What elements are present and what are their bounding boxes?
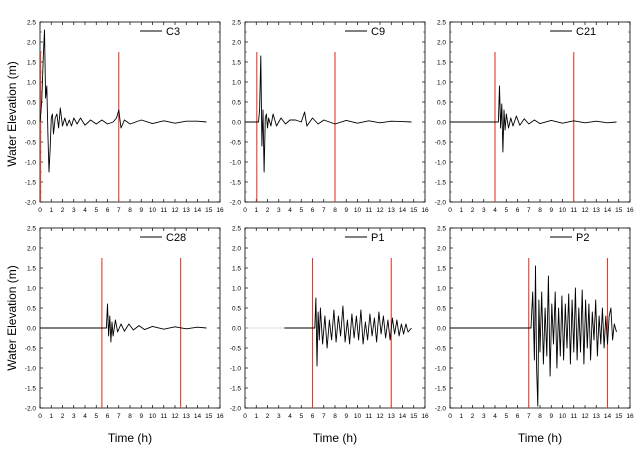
x-tick-label: 7 — [526, 413, 531, 420]
legend-label: C9 — [371, 26, 386, 38]
x-tick-label: 2 — [60, 207, 65, 214]
y-tick-label: -2.0 — [24, 405, 36, 413]
y-tick-label: 0.0 — [231, 325, 241, 333]
legend-label: P1 — [371, 232, 385, 244]
y-tick-label: 1.5 — [436, 59, 446, 67]
x-tick-label: 12 — [581, 413, 589, 420]
x-tick-label: 6 — [515, 207, 520, 214]
y-tick-label: 0.0 — [436, 325, 446, 333]
y-tick-label: 0.0 — [231, 119, 241, 127]
x-tick-label: 16 — [216, 413, 224, 420]
x-tick-label: 5 — [94, 207, 99, 214]
y-tick-label: 2.0 — [231, 245, 241, 253]
x-tick-label: 7 — [116, 413, 121, 420]
y-tick-label: -0.5 — [434, 345, 446, 353]
x-tick-label: 12 — [376, 413, 384, 420]
y-tick-label: 0.5 — [231, 305, 241, 313]
x-tick-label: 14 — [193, 413, 202, 420]
y-tick-label: 2.0 — [436, 39, 446, 47]
x-tick-label: 15 — [410, 207, 418, 214]
x-tick-label: 9 — [549, 207, 554, 214]
x-tick-label: 10 — [148, 413, 157, 420]
x-tick-label: 11 — [365, 207, 373, 214]
x-tick-label: 15 — [205, 207, 213, 214]
x-tick-label: 0 — [38, 413, 42, 420]
x-tick-label: 5 — [299, 207, 304, 214]
y-tick-label: -1.5 — [434, 179, 446, 187]
x-tick-label: 16 — [216, 207, 224, 214]
plot-frame — [40, 228, 220, 408]
x-tick-label: 4 — [288, 207, 292, 214]
y-tick-label: 0.0 — [26, 325, 36, 333]
x-tick-label: 0 — [243, 413, 247, 420]
y-tick-label: -0.5 — [24, 139, 36, 147]
y-tick-label: -0.5 — [229, 345, 241, 353]
x-tick-label: 5 — [504, 413, 509, 420]
y-tick-label: 1.5 — [436, 265, 446, 273]
x-tick-label: 10 — [558, 413, 567, 420]
panel-p2 — [435, 226, 634, 421]
series-line-c3 — [40, 30, 207, 172]
y-tick-label: 1.0 — [436, 285, 446, 293]
y-tick-label: 1.0 — [231, 285, 241, 293]
x-tick-label: 4 — [493, 413, 497, 420]
x-tick-label: 3 — [71, 413, 76, 420]
x-tick-label: 13 — [387, 207, 395, 214]
y-tick-label: 2.0 — [436, 245, 446, 253]
x-tick-label: 10 — [148, 207, 157, 214]
y-tick-label: 2.5 — [26, 19, 36, 27]
x-tick-label: 8 — [538, 207, 542, 214]
x-tick-label: 3 — [276, 413, 281, 420]
x-tick-label: 4 — [83, 413, 87, 420]
y-tick-label: 1.0 — [26, 79, 36, 87]
x-tick-label: 5 — [504, 207, 509, 214]
x-tick-label: 2 — [265, 413, 270, 420]
x-tick-label: 11 — [365, 413, 373, 420]
x-tick-label: 12 — [171, 207, 179, 214]
x-tick-label: 1 — [254, 207, 259, 214]
x-tick-label: 9 — [139, 413, 144, 420]
x-tick-label: 6 — [105, 207, 110, 214]
x-tick-label: 7 — [321, 413, 326, 420]
y-tick-label: -2.0 — [434, 405, 446, 413]
x-tick-label: 6 — [310, 207, 315, 214]
x-tick-label: 8 — [128, 413, 132, 420]
x-tick-label: 7 — [321, 207, 326, 214]
x-tick-label: 11 — [570, 207, 578, 214]
y-tick-label: -2.0 — [24, 199, 36, 207]
x-tick-label: 12 — [171, 413, 179, 420]
x-tick-label: 8 — [333, 413, 337, 420]
x-tick-label: 9 — [344, 207, 349, 214]
y-tick-label: -1.0 — [434, 159, 446, 167]
x-tick-label: 9 — [549, 413, 554, 420]
plot-frame — [245, 228, 425, 408]
y-tick-label: 0.0 — [436, 119, 446, 127]
y-tick-label: -1.5 — [24, 385, 36, 393]
y-tick-label: 2.5 — [231, 19, 241, 27]
x-tick-label: 4 — [83, 207, 87, 214]
y-tick-label: 2.5 — [26, 225, 36, 233]
x-tick-label: 7 — [116, 207, 121, 214]
x-tick-label: 8 — [333, 207, 337, 214]
x-tick-label: 0 — [38, 207, 42, 214]
x-tick-label: 1 — [49, 207, 54, 214]
panel-c9 — [230, 20, 429, 215]
x-tick-label: 6 — [310, 413, 315, 420]
x-tick-label: 4 — [493, 207, 497, 214]
y-tick-label: -1.0 — [229, 365, 241, 373]
y-tick-label: 1.0 — [231, 79, 241, 87]
x-tick-label: 4 — [288, 413, 292, 420]
x-tick-label: 3 — [276, 207, 281, 214]
y-tick-label: 1.5 — [26, 59, 36, 67]
y-tick-label: 0.5 — [436, 99, 446, 107]
x-axis-label-3: Time (h) — [517, 431, 563, 445]
legend-label: C3 — [166, 26, 181, 38]
y-tick-label: 2.0 — [26, 39, 36, 47]
x-axis-label-2: Time (h) — [312, 431, 358, 445]
series-line-c9 — [245, 56, 412, 172]
y-axis-label-top: Water Elevation (m) — [5, 61, 19, 167]
x-tick-label: 3 — [71, 207, 76, 214]
panel-p1 — [230, 226, 429, 421]
x-tick-label: 2 — [470, 207, 475, 214]
x-tick-label: 15 — [205, 413, 213, 420]
x-tick-label: 13 — [387, 413, 395, 420]
x-tick-label: 14 — [603, 413, 612, 420]
plot-frame — [40, 22, 220, 202]
panels-group — [25, 20, 634, 421]
plot-frame — [450, 22, 630, 202]
y-tick-label: -0.5 — [229, 139, 241, 147]
x-tick-label: 14 — [603, 207, 612, 214]
y-tick-label: -2.0 — [229, 405, 241, 413]
legend-label: C28 — [166, 232, 187, 244]
x-tick-label: 10 — [353, 207, 362, 214]
series-line-c21 — [450, 86, 617, 152]
y-tick-label: 1.0 — [26, 285, 36, 293]
x-tick-label: 11 — [160, 207, 168, 214]
x-tick-label: 1 — [49, 413, 54, 420]
x-tick-label: 16 — [626, 207, 634, 214]
x-tick-label: 5 — [94, 413, 99, 420]
series-line-p1 — [284, 298, 411, 366]
x-tick-label: 7 — [526, 207, 531, 214]
x-tick-label: 0 — [448, 207, 452, 214]
x-tick-label: 16 — [626, 413, 634, 420]
x-tick-label: 8 — [538, 413, 542, 420]
x-tick-label: 9 — [344, 413, 349, 420]
legend-label: P2 — [576, 232, 590, 244]
y-tick-label: -1.0 — [24, 365, 36, 373]
x-tick-label: 15 — [615, 207, 623, 214]
x-tick-label: 13 — [182, 207, 190, 214]
y-tick-label: -1.5 — [229, 385, 241, 393]
y-tick-label: 0.5 — [26, 305, 36, 313]
series-line-p2 — [450, 266, 617, 406]
y-tick-label: -1.0 — [229, 159, 241, 167]
y-tick-label: 0.5 — [26, 99, 36, 107]
x-tick-label: 13 — [592, 207, 600, 214]
y-tick-label: 0.0 — [26, 119, 36, 127]
x-tick-label: 11 — [570, 413, 578, 420]
y-tick-label: 1.5 — [231, 265, 241, 273]
x-tick-label: 1 — [459, 207, 464, 214]
x-tick-label: 10 — [353, 413, 362, 420]
x-tick-label: 16 — [421, 413, 429, 420]
y-tick-label: 1.0 — [436, 79, 446, 87]
y-tick-label: -1.5 — [24, 179, 36, 187]
y-tick-label: -0.5 — [24, 345, 36, 353]
x-tick-label: 12 — [376, 207, 384, 214]
y-tick-label: 2.5 — [436, 19, 446, 27]
y-tick-label: 2.0 — [26, 245, 36, 253]
x-tick-label: 1 — [459, 413, 464, 420]
x-tick-label: 12 — [581, 207, 589, 214]
y-tick-label: -1.0 — [24, 159, 36, 167]
x-tick-label: 1 — [254, 413, 259, 420]
x-tick-label: 0 — [448, 413, 452, 420]
x-tick-label: 9 — [139, 207, 144, 214]
panel-c21 — [435, 20, 634, 215]
x-tick-label: 2 — [470, 413, 475, 420]
x-tick-label: 15 — [615, 413, 623, 420]
x-tick-label: 2 — [265, 207, 270, 214]
x-tick-label: 0 — [243, 207, 247, 214]
x-tick-label: 3 — [481, 413, 486, 420]
y-tick-label: -2.0 — [229, 199, 241, 207]
y-tick-label: -1.5 — [229, 179, 241, 187]
panel-c28 — [25, 226, 224, 421]
y-tick-label: 0.5 — [231, 99, 241, 107]
series-line-c28 — [40, 304, 207, 342]
x-tick-label: 2 — [60, 413, 65, 420]
x-tick-label: 13 — [182, 413, 190, 420]
x-tick-label: 11 — [160, 413, 168, 420]
y-tick-label: 1.5 — [231, 59, 241, 67]
x-tick-label: 14 — [193, 207, 202, 214]
x-tick-label: 16 — [421, 207, 429, 214]
x-tick-label: 14 — [398, 413, 407, 420]
y-tick-label: -1.5 — [434, 385, 446, 393]
y-axis-label-bottom: Water Elevation (m) — [5, 265, 19, 371]
y-tick-label: -2.0 — [434, 199, 446, 207]
x-tick-label: 6 — [515, 413, 520, 420]
y-tick-label: 2.5 — [231, 225, 241, 233]
y-tick-label: -1.0 — [434, 365, 446, 373]
x-tick-label: 10 — [558, 207, 567, 214]
y-tick-label: 0.5 — [436, 305, 446, 313]
x-tick-label: 14 — [398, 207, 407, 214]
legend-label: C21 — [576, 26, 597, 38]
y-tick-label: 2.0 — [231, 39, 241, 47]
x-tick-label: 8 — [128, 207, 132, 214]
x-axis-label-1: Time (h) — [107, 431, 153, 445]
x-tick-label: 15 — [410, 413, 418, 420]
x-tick-label: 3 — [481, 207, 486, 214]
x-tick-label: 6 — [105, 413, 110, 420]
panel-c3 — [25, 20, 224, 215]
y-tick-label: 2.5 — [436, 225, 446, 233]
y-tick-label: -0.5 — [434, 139, 446, 147]
x-tick-label: 13 — [592, 413, 600, 420]
x-tick-label: 5 — [299, 413, 304, 420]
y-tick-label: 1.5 — [26, 265, 36, 273]
